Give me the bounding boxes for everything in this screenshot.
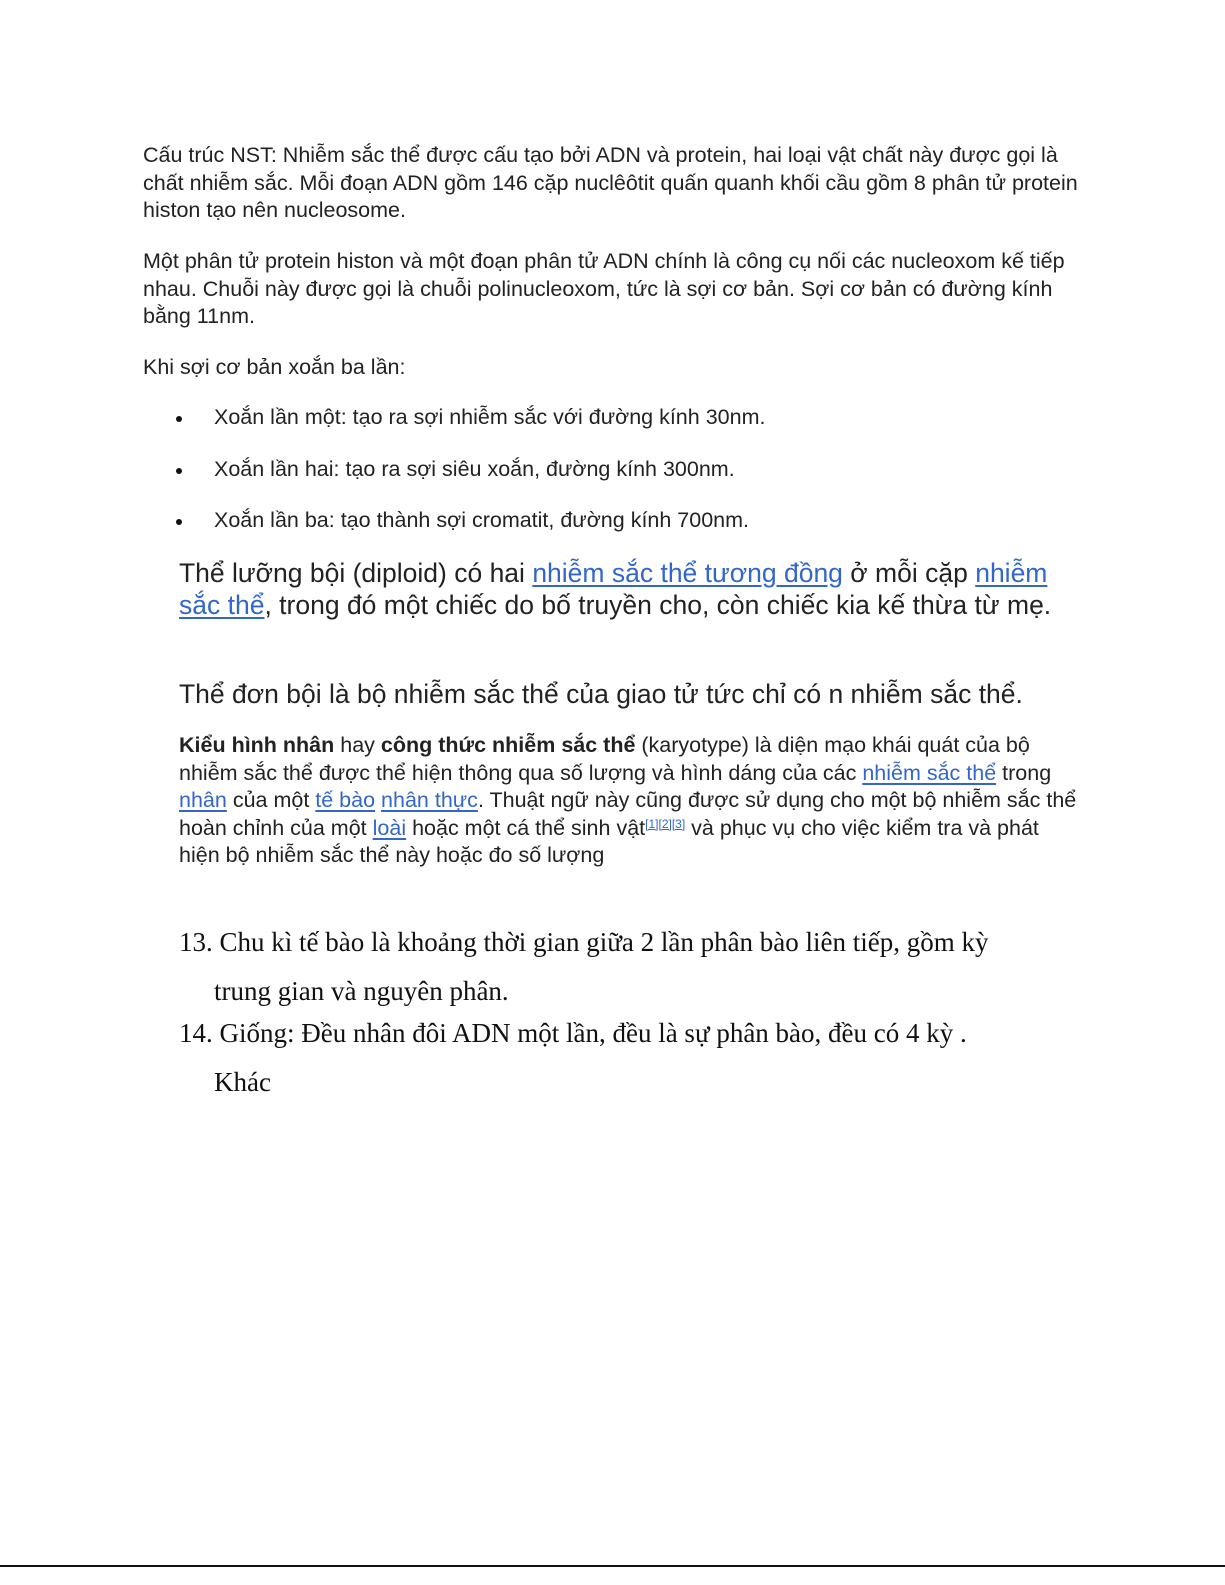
karyotype-text: hoặc một cá thể sinh vật: [406, 815, 646, 840]
page-bottom-border: [0, 1565, 1225, 1567]
diploid-text: , trong đó một chiếc do bố truyền cho, còn chiếc kia kế thừa từ mẹ.: [264, 590, 1052, 620]
citation-link-3[interactable]: [3]: [671, 816, 686, 831]
link-eukaryote[interactable]: nhân thực: [381, 788, 478, 812]
bullet-text: Xoắn lần hai: tạo ra sợi siêu xoắn, đường kính 300nm.: [214, 456, 735, 481]
bullet-dot-icon: [176, 519, 182, 525]
karyotype-text: . Thuật ngữ này cũng được sử dụng cho một bộ nhiễm sắc thể hoàn chỉnh của một: [179, 788, 1077, 840]
paragraph-chromosome-structure: Cấu trúc NST: Nhiễm sắc thể được cấu tạo bởi ADN và protein, hai loại vật chất này được gọi là chất nhiễm sắc. Mỗi đoạn ADN gồm 146 cặp nuclêôtit quấn quanh khối cầu gồm 8 phân tử protein histon tạo nên nucleosome.: [143, 143, 1078, 222]
karyotype-text: trong: [996, 760, 1052, 785]
link-cell[interactable]: tế bào: [315, 788, 376, 812]
item-13-line-1: 13. Chu kì tế bào là khoảng thời gian giữa 2 lần phân bào liên tiếp, gồm kỳ: [179, 927, 989, 957]
citation-refs: [645, 817, 685, 831]
karyotype-text: và phục vụ cho việc kiểm tra và phát hiện bộ nhiễm sắc thể này hoặc đo số lượng: [179, 815, 1039, 867]
citation-link-2[interactable]: [2]: [658, 816, 672, 831]
diploid-text: Thể lưỡng bội (diploid) có hai: [179, 558, 533, 588]
coiling-bullet-list: [143, 404, 1103, 559]
bullet-item: [143, 404, 1103, 456]
item-14-similarities: 14. Giống: Đều nhân đôi ADN một lần, đều là sự phân bào, đều có 4 kỳ .: [179, 1018, 967, 1048]
paragraph-coiling-intro: Khi sợi cơ bản xoắn ba lần:: [143, 355, 406, 379]
diploid-text: ở mỗi cặp: [842, 558, 976, 588]
paragraph-karyotype: [179, 732, 1079, 870]
paragraph-diploid: [179, 557, 1079, 621]
citation-link-1[interactable]: [1]: [645, 816, 659, 831]
karyotype-term: Kiểu hình nhân: [179, 733, 335, 757]
link-chromosome[interactable]: nhiễm sắc thể: [862, 760, 997, 785]
bullet-item: [143, 507, 1103, 559]
link-chromosome[interactable]: nhiễm sắc thể: [179, 558, 1048, 620]
bullet-item: [143, 456, 1103, 508]
paragraph-haploid: Thể đơn bội là bộ nhiễm sắc thể của giao tử tức chỉ có n nhiễm sắc thể.: [179, 679, 1023, 709]
karyotype-text: hay: [334, 733, 381, 757]
bullet-dot-icon: [176, 416, 182, 422]
bullet-dot-icon: [176, 468, 182, 474]
item-13-cell-cycle: [179, 918, 1079, 1016]
item-13-line-2: trung gian và nguyên phân.: [214, 976, 509, 1006]
bullet-text: Xoắn lần ba: tạo thành sợi cromatit, đường kính 700nm.: [214, 508, 750, 532]
link-species[interactable]: loài: [372, 815, 407, 840]
karyotype-text: của một: [226, 788, 316, 812]
karyotype-term-alt: công thức nhiễm sắc thể: [380, 733, 636, 757]
karyotype-text: (karyotype) là diện mạo khái quát của bộ nhiễm sắc thể được thể hiện thông qua số lượng và hình dáng của các: [179, 733, 1030, 785]
link-homologous-chromosomes[interactable]: nhiễm sắc thể tương đồng: [532, 558, 843, 588]
bullet-text: Xoắn lần một: tạo ra sợi nhiễm sắc với đường kính 30nm.: [214, 405, 766, 429]
item-14-differences-label: Khác: [214, 1067, 271, 1097]
link-nucleus[interactable]: nhân: [179, 788, 227, 812]
paragraph-nucleosome-chain: Một phân tử protein histon và một đoạn phân tử ADN chính là công cụ nối các nucleoxom kế tiếp nhau. Chuỗi này được gọi là chuỗi polinucleoxom, tức là sợi cơ bản. Sợi cơ bản có đường kính bằng 11nm.: [143, 249, 1065, 328]
